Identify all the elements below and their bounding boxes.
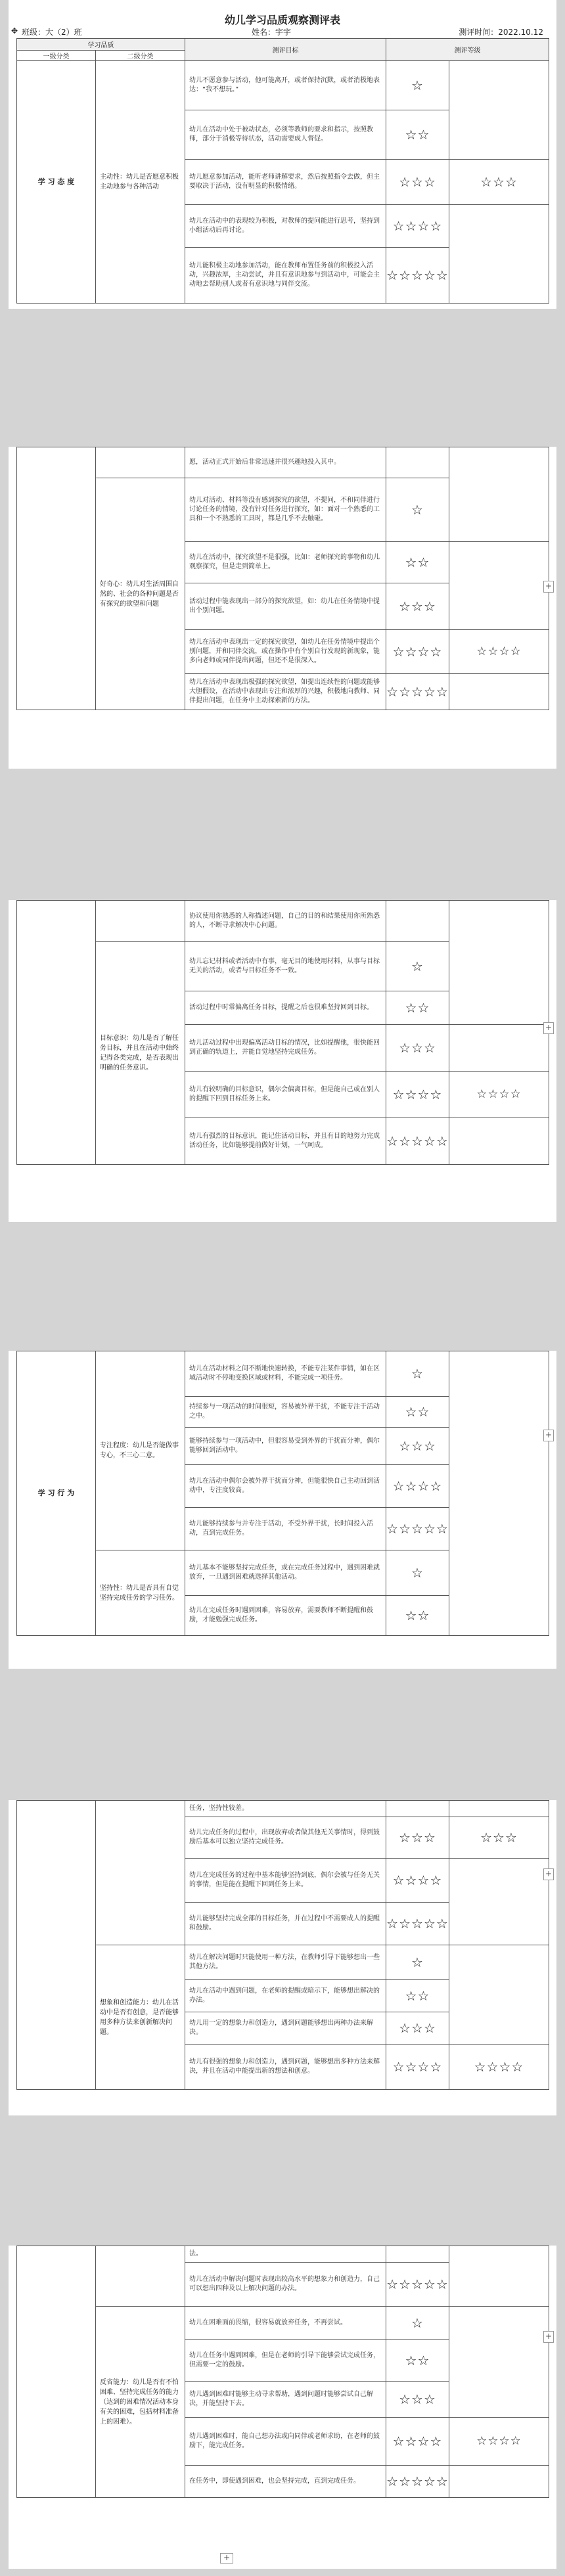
subcat-purpose: 目标意识：幼儿是否了解任务目标，并且在活动中始终记得各类完成，是否表现出明确的任务意识。 [96,942,185,1165]
document-page-1 [9,0,556,309]
goal-text: 幼儿能够持续参与并专注于活动，不受外界干扰，长时间投入活动，直到完成任务。 [185,1508,386,1550]
add-row-icon[interactable]: + [543,1430,554,1441]
star-rating[interactable]: ☆☆☆☆ [386,1859,449,1903]
star-rating[interactable]: ☆ [386,942,449,991]
empty-level-cell [449,1945,549,2045]
empty-star-cell [386,1801,449,1817]
evaluation-table-6 [16,2246,549,2498]
star-rating[interactable]: ☆☆☆☆☆ [386,248,449,304]
goal-text: 幼儿在活动中的表现较为积极，对教师的提问能进行思考，坚持到小组活动后再讨论。 [185,205,386,248]
empty-star-cell [386,901,449,942]
star-rating[interactable]: ☆☆☆ [386,1025,449,1072]
goal-text: 幼儿愿意参加活动，能听老师讲解要求，然后按照指令去做，但主要取决于活动，没有明显的积极情绪。 [185,160,386,205]
star-rating[interactable]: ☆☆☆ [386,1428,449,1465]
selected-star-rating[interactable]: ☆☆☆☆ [449,2418,549,2466]
document-page-3 [9,900,556,1222]
empty-category-cell [17,901,96,1165]
empty-level-cell [449,1118,549,1165]
selected-star-rating[interactable]: ☆☆☆☆ [449,1072,549,1118]
goal-text: 幼儿在困难面前畏缩，很容易就放弃任务，不再尝试。 [185,2307,386,2340]
star-rating[interactable]: ☆ [386,2307,449,2340]
star-rating[interactable]: ☆☆☆☆ [386,1072,449,1118]
header-quality: 学习品质 [17,39,185,51]
star-rating[interactable]: ☆☆☆☆☆ [386,1118,449,1165]
goal-text: 幼儿在完成任务的过程中基本能够坚持到底，偶尔会被与任务无关的事情，但是能在提醒下回到任务上来。 [185,1859,386,1903]
star-rating[interactable]: ☆ [386,1550,449,1596]
add-row-icon[interactable]: + [543,2331,554,2343]
empty-subcat-cell [96,2246,185,2307]
goal-text: 幼儿在活动中解决问题时表现出较高水平的想象力和创造力，自己可以想出四种及以上解决问题的办法。 [185,2263,386,2307]
empty-level-cell [449,542,549,630]
add-row-icon[interactable]: + [543,1868,554,1880]
document-page-6 [9,2246,556,2569]
star-rating[interactable]: ☆ [386,478,449,542]
name-label: 姓名：宇宇 [252,28,292,37]
goal-text: 任务，坚持性较差。 [185,1801,386,1817]
goal-text: 幼儿基本不能够坚持完成任务，或在完成任务过程中，遇到困难就放弃，一旦遇到困难就选择其他活动。 [185,1550,386,1596]
selected-star-rating[interactable]: ☆☆☆☆ [449,630,549,674]
star-rating[interactable]: ☆☆☆☆☆ [386,1903,449,1945]
doc-title: 幼儿学习品质观察测评表 [224,14,340,26]
goal-text: 法。 [185,2246,386,2263]
goal-text: 幼儿在活动中，探究欲望不是很强，比如：老师探究的事物和幼儿观察探究，但是走到简单上。 [185,542,386,583]
goal-text: 幼儿在任务中遇到困难，但是在老师的引导下能够尝试完成任务，但需要一定的鼓励。 [185,2340,386,2382]
goal-text: 幼儿遇到困难时能够主动寻求帮助，遇到问题时能够尝试自己解决，并能坚持下去。 [185,2382,386,2418]
header-goal: 测评目标 [185,39,386,61]
subcat-problem-solving: 想象和创造能力：幼儿在活动中是否有创意，是否能够用多种方法来创新解决问题。 [96,1945,185,2090]
star-rating[interactable]: ☆☆☆☆ [386,1465,449,1508]
empty-subcat-cell [96,447,185,478]
empty-level-cell [449,901,549,1025]
empty-level-cell [449,1859,549,1945]
goal-text: 幼儿用一定的想象力和创造力，遇到问题能够想出两种办法来解决。 [185,2012,386,2045]
star-rating[interactable]: ☆☆ [386,1397,449,1428]
header-level2: 二级分类 [96,51,185,61]
goal-text: 幼儿在活动中处于被动状态，必须等教师的要求和指示，按照教师，部分于消极等待状态，活动需要成人督促。 [185,110,386,160]
star-rating[interactable]: ☆ [386,61,449,110]
star-rating[interactable]: ☆ [386,1351,449,1397]
empty-level-cell [449,205,549,304]
star-rating[interactable]: ☆☆ [386,2340,449,2382]
goal-text: 持续参与一项活动的时间很短，容易被外界干扰，不能专注于活动之中。 [185,1397,386,1428]
subcat-persistence: 坚持性：幼儿是否具有自觉坚持完成任务的学习任务。 [96,1550,185,1636]
header-level1: 一级分类 [17,51,96,61]
star-rating[interactable]: ☆☆☆ [386,160,449,205]
document-page-5 [9,1800,556,2115]
subcat-curiosity: 好奇心：幼儿对生活周围自然的、社会的各种问题是否有探究的欲望和问题 [96,478,185,710]
empty-level-cell [449,674,549,710]
star-rating[interactable]: ☆☆☆ [386,1817,449,1859]
category-learning-behavior: 学 习 行 为 [17,1351,96,1636]
star-rating[interactable]: ☆☆☆☆☆ [386,2466,449,2498]
evaluation-table-2 [16,447,549,710]
goal-text: 幼儿完成任务的过程中，出现放弃或者做其他无关事情时，得到鼓励后基本可以独立坚持完成任务。 [185,1817,386,1859]
empty-category-cell [17,2246,96,2498]
star-rating[interactable]: ☆☆ [386,1596,449,1636]
selected-star-rating[interactable]: ☆☆☆ [449,1817,549,1859]
subcat-reflection: 反省能力：幼儿是否有不怕困难、坚持完成任务的能力（达到的困难情况活动本身有关的困难，包括材料准备上的困难）。 [96,2307,185,2498]
evaluation-table-4 [16,1351,549,1636]
empty-level-cell [449,2307,549,2418]
add-row-icon[interactable]: + [543,1022,554,1034]
empty-level-cell [449,2246,549,2307]
goal-text: 幼儿有较明确的目标意识，偶尔会偏离目标，但是能自己或在别人的提醒下回到目标任务上来。 [185,1072,386,1118]
empty-level-cell [449,447,549,542]
empty-level-cell [449,2466,549,2498]
goal-text: 在任务中，即使遇到困难，也会坚持完成，直到完成任务。 [185,2466,386,2498]
goal-text: 幼儿在活动中偶尔会被外界干扰而分神，但能很快自己主动回到活动中，专注度较高。 [185,1465,386,1508]
star-rating[interactable]: ☆ [386,1945,449,1980]
star-rating[interactable]: ☆☆☆☆ [386,2045,449,2090]
add-row-icon[interactable]: + [543,581,554,593]
subcat-initiative: 主动性：幼儿是否愿意积极主动地参与各种活动 [96,61,185,304]
goal-text: 活动过程中时常偏离任务目标，提醒之后也很难坚持回到目标。 [185,991,386,1025]
star-rating[interactable]: ☆☆☆☆☆ [386,674,449,710]
subcat-focus: 专注程度：幼儿是否能做事专心，不三心二意。 [96,1351,185,1550]
goal-text: 幼儿能够坚持完成全部的目标任务，并在过程中不需要成人的提醒和鼓励。 [185,1903,386,1945]
selected-star-rating[interactable]: ☆☆☆☆ [449,2045,549,2090]
goal-text: 幼儿活动过程中出现偏离活动目标的情况，比如提醒他，很快能回到正确的轨道上，并能自觉地坚持完成任务。 [185,1025,386,1072]
star-rating[interactable]: ☆☆ [386,1980,449,2012]
goal-text: 幼儿在活动中遇到问题，在老师的提醒或暗示下，能够想出解决的办法。 [185,1980,386,2012]
empty-category-cell [17,447,96,710]
goal-text: 幼儿遇到困难时，能自己想办法或向同伴或老师求助，在老师的鼓励下，能完成任务。 [185,2418,386,2466]
goal-text: 幼儿对活动、材料等没有感到探究的欲望，不提问，不和同伴进行讨论任务的情境，没有针对任务进行探究，如：面对一个熟悉的工具和一个不熟悉的工具时，都是几乎不去触碰。 [185,478,386,542]
empty-level-cell [449,1025,549,1072]
table-move-handle-icon[interactable]: ✥ [11,26,18,35]
document-page-4 [9,1351,556,1669]
empty-category-cell [17,1801,96,2090]
goal-text: 活动过程中能表现出一部分的探究欲望，如：幼儿在任务情境中提出个别问题。 [185,583,386,630]
star-rating[interactable]: ☆☆☆ [386,583,449,630]
goal-text: 能够持续参与一项活动中，但很容易受到外界的干扰而分神，偶尔能够回到活动中。 [185,1428,386,1465]
star-rating[interactable]: ☆☆☆ [386,2012,449,2045]
star-rating[interactable]: ☆☆☆☆☆ [386,2263,449,2307]
goal-text: 幼儿能积极主动地参加活动，能在教师布置任务前的积极投入活动，兴趣浓厚，主动尝试，并且有意识地参与到活动中，可能会主动地去帮助别人或者有意识地与同伴交流。 [185,248,386,304]
goal-text: 幼儿在解决问题时只能使用一种方法，在教师引导下能够想出一些其他方法。 [185,1945,386,1980]
class-label: 班级：大（2）班 [22,28,82,37]
star-rating[interactable]: ☆☆ [386,542,449,583]
star-rating[interactable]: ☆☆☆☆ [386,2418,449,2466]
selected-star-rating[interactable]: ☆☆☆ [449,160,549,205]
empty-subcat-cell [96,1801,185,1945]
empty-star-cell [386,447,449,478]
goal-text: 幼儿忘记材料或者活动中有事，毫无目的地使用材料，从事与目标无关的活动，或者与目标任务不一致。 [185,942,386,991]
star-rating[interactable]: ☆☆☆ [386,2382,449,2418]
empty-level-cell [449,1351,549,1636]
goal-text: 幼儿有很强的想象力和创造力，遇到问题，能够想出多种方法来解决，并且在活动中能提出新的想法和创意。 [185,2045,386,2090]
evaluation-table-5 [16,1800,549,2090]
goal-text: 幼儿在活动中表现出一定的探究欲望，如幼儿在任务情境中提出个别问题，并和同伴交流，或在操作中有个别自行发现的新现象，能多向老师或同伴提出问题，但还不是很深入。 [185,630,386,674]
star-rating[interactable]: ☆☆ [386,991,449,1025]
goal-text: 愿，活动正式开始后非常迅速并很兴趣地投入其中。 [185,447,386,478]
date-label: 测评时间：2022.10.12 [459,28,543,37]
star-rating[interactable]: ☆☆☆☆ [386,205,449,248]
goal-text: 幼儿在完成任务时遇到困难，容易放弃，需要教师不断提醒和鼓励，才能勉强完成任务。 [185,1596,386,1636]
goal-text: 幼儿在活动中表现出极强的探究欲望，如提出连续性的问题或能够大胆假设，在活动中表现出专注和浓厚的兴趣，积极地向教师、同伴提出问题，在任务中主动探索新的方法。 [185,674,386,710]
evaluation-table-3 [16,900,549,1165]
empty-subcat-cell [96,901,185,942]
document-page-2 [9,447,556,769]
empty-star-cell [386,2246,449,2263]
header-level: 测评等级 [386,39,549,61]
selected-level-cell [449,61,549,160]
empty-level-cell [449,1801,549,1817]
category-learning-attitude: 学 习 态 度 [17,61,96,304]
goal-text: 幼儿有强烈的目标意识，能记住活动目标，并且有目的地努力完成活动任务，比如能够提前做好计划，一气呵成。 [185,1118,386,1165]
goal-text: 幼儿在活动材料之间不断地快速转换，不能专注某件事情，如在区域活动时不停地变换区域或材料，不能完成一项任务。 [185,1351,386,1397]
evaluation-table-1 [16,38,549,304]
goal-text: 协议使用你熟悉的人称描述问题，自己的目的和结果使用你所熟悉的人，不断寻求解决中心问题。 [185,901,386,942]
add-row-bottom-icon[interactable]: + [220,2553,233,2564]
star-rating[interactable]: ☆☆☆☆☆ [386,1508,449,1550]
star-rating[interactable]: ☆☆☆☆ [386,630,449,674]
star-rating[interactable]: ☆☆ [386,110,449,160]
goal-text: 幼儿不愿意参与活动，他可能离开，或者保持沉默，或者消极地表达：“我不想玩。” [185,61,386,110]
